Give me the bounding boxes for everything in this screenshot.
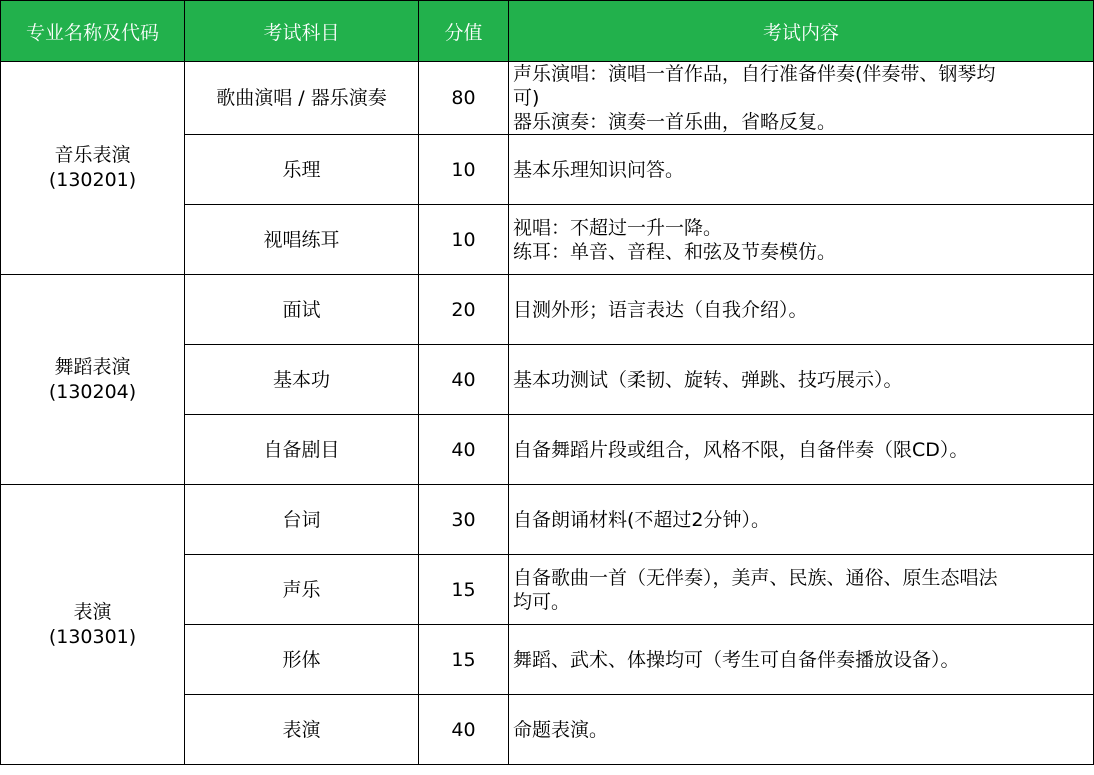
table-row — [1, 275, 1094, 345]
major-name: 表演 — [73, 600, 112, 623]
table-row — [1, 485, 1094, 555]
content-line: 自备舞蹈片段或组合，风格不限，自备伴奏（限CD）。 — [513, 438, 969, 461]
content-cell — [509, 135, 1094, 205]
content-line: 命题表演。 — [513, 718, 609, 741]
subject-cell: 自备剧目 — [185, 415, 419, 485]
header-subject: 考试科目 — [185, 1, 419, 62]
content-cell — [509, 695, 1094, 765]
content-line: 目测外形；语言表达（自我介绍）。 — [513, 298, 808, 321]
content-cell — [509, 555, 1094, 625]
content-line: 可) — [513, 87, 540, 109]
major-name: 音乐表演 — [54, 144, 131, 166]
major-cell — [1, 62, 185, 275]
score-cell: 30 — [419, 485, 509, 555]
table-row — [1, 62, 1094, 135]
major-code: (130204) — [48, 380, 137, 403]
header-row — [1, 1, 1094, 62]
content-line: 器乐演奏：演奏一首乐曲，省略反复。 — [513, 111, 837, 133]
score-cell: 20 — [419, 275, 509, 345]
score-cell: 15 — [419, 555, 509, 625]
score-cell: 15 — [419, 625, 509, 695]
header-major: 专业名称及代码 — [1, 1, 185, 62]
subject-cell: 歌曲演唱 / 器乐演奏 — [185, 62, 419, 135]
content-cell — [509, 345, 1094, 415]
content-line: 自备朗诵材料(不超过2分钟）。 — [513, 508, 771, 531]
subject-cell: 形体 — [185, 625, 419, 695]
content-cell — [509, 205, 1094, 275]
content-cell — [509, 625, 1094, 695]
major-code: (130201) — [48, 169, 137, 191]
content-cell — [509, 415, 1094, 485]
subject-cell: 乐理 — [185, 135, 419, 205]
score-cell: 40 — [419, 695, 509, 765]
content-line: 舞蹈、武术、体操均可（考生可自备伴奏播放设备）。 — [513, 648, 960, 671]
content-cell — [509, 275, 1094, 345]
subject-cell: 视唱练耳 — [185, 205, 419, 275]
content-line: 基本功测试（柔韧、旋转、弹跳、技巧展示）。 — [513, 368, 903, 391]
subject-cell: 台词 — [185, 485, 419, 555]
major-name: 舞蹈表演 — [54, 355, 131, 378]
content-line: 均可。 — [513, 590, 571, 613]
subject-cell: 表演 — [185, 695, 419, 765]
major-code: (130301) — [48, 625, 137, 648]
subject-cell: 声乐 — [185, 555, 419, 625]
content-cell — [509, 62, 1094, 135]
subject-cell: 基本功 — [185, 345, 419, 415]
header-score: 分值 — [419, 1, 509, 62]
score-cell: 40 — [419, 415, 509, 485]
score-cell: 40 — [419, 345, 509, 415]
content-line: 视唱：不超过一升一降。 — [513, 216, 723, 239]
content-line: 声乐演唱：演唱一首作品，自行准备伴奏(伴奏带、钢琴均 — [513, 63, 996, 85]
header-content: 考试内容 — [509, 1, 1094, 62]
score-cell: 10 — [419, 135, 509, 205]
score-cell: 80 — [419, 62, 509, 135]
content-line: 练耳：单音、音程、和弦及节奏模仿。 — [513, 240, 837, 263]
content-line: 基本乐理知识问答。 — [513, 158, 685, 181]
subject-cell: 面试 — [185, 275, 419, 345]
major-cell — [1, 485, 185, 765]
content-line: 自备歌曲一首（无伴奏），美声、民族、通俗、原生态唱法 — [513, 566, 998, 589]
score-cell: 10 — [419, 205, 509, 275]
content-cell — [509, 485, 1094, 555]
major-cell — [1, 275, 185, 485]
